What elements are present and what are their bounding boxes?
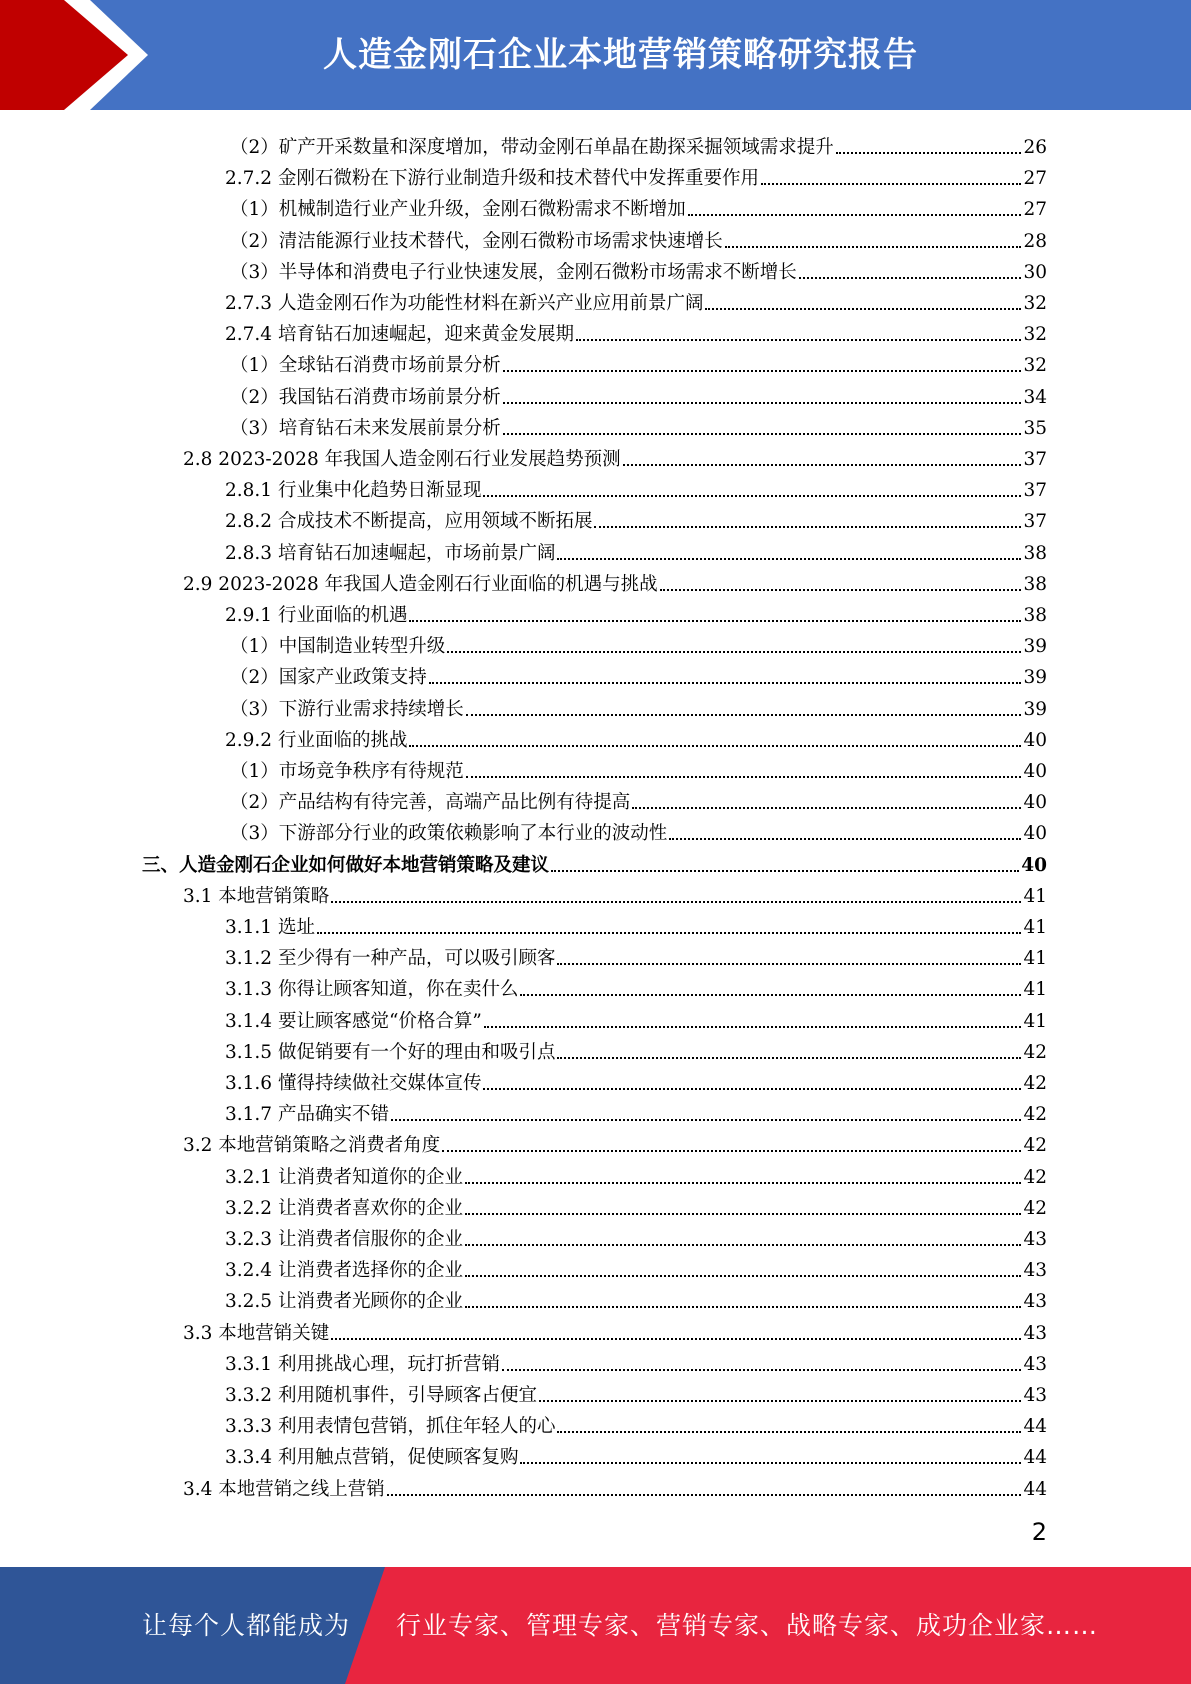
toc-entry[interactable] [230, 783, 1047, 814]
toc-entry-page: 32 [1023, 324, 1047, 346]
toc-dot-leader [632, 807, 1021, 809]
toc-entry[interactable] [230, 658, 1047, 689]
toc-entry[interactable] [225, 284, 1047, 315]
toc-entry[interactable] [225, 1033, 1047, 1064]
toc-entry-label: 3.1.1 选址 [225, 917, 315, 938]
toc-entry-label: 3.3.3 利用表情包营销，抓住年轻人的心 [225, 1416, 556, 1438]
toc-entry-page: 28 [1023, 230, 1047, 252]
toc-entry[interactable] [225, 1158, 1047, 1189]
toc-entry-label: （2）产品结构有待完善，高端产品比例有待提高 [230, 792, 631, 814]
page-footer [0, 1567, 1191, 1684]
toc-dot-leader [725, 246, 1022, 248]
toc-entry-label: 3.3.2 利用随机事件，引导顾客占便宜 [225, 1385, 537, 1406]
toc-dot-leader [705, 308, 1021, 310]
toc-dot-leader [551, 870, 1019, 872]
toc-entry-page: 38 [1023, 605, 1047, 626]
toc-dot-leader [576, 339, 1021, 341]
toc-entry-page: 44 [1023, 1447, 1047, 1469]
toc-entry-label: （2）国家产业政策支持 [230, 667, 427, 689]
toc-dot-leader [465, 1213, 1021, 1215]
toc-entry[interactable] [225, 1220, 1047, 1251]
toc-entry-label: （2）矿产开采数量和深度增加，带动金刚石单晶在勘探采掘领域需求提升 [230, 137, 834, 158]
toc-entry-page: 40 [1021, 854, 1047, 876]
toc-entry-page: 37 [1023, 511, 1047, 533]
toc-entry-label: 3.1.5 做促销要有一个好的理由和吸引点 [225, 1041, 556, 1063]
toc-entry-label: 2.8.3 培育钻石加速崛起，市场前景广阔 [225, 542, 556, 564]
toc-entry[interactable] [183, 1314, 1047, 1345]
toc-dot-leader [557, 1057, 1021, 1059]
toc-entry[interactable] [225, 159, 1047, 190]
toc-entry-page: 35 [1023, 417, 1047, 439]
page-header [0, 0, 1191, 110]
toc-dot-leader [799, 277, 1022, 279]
toc-entry[interactable] [230, 814, 1047, 845]
toc-dot-leader [836, 152, 1022, 154]
toc-entry-label: 3.3.1 利用挑战心理，玩打折营销 [225, 1353, 500, 1375]
toc-entry[interactable] [230, 190, 1047, 221]
toc-dot-leader [520, 994, 1021, 996]
toc-dot-leader [483, 1088, 1021, 1090]
toc-entry-page: 40 [1023, 823, 1047, 845]
toc-dot-leader [761, 183, 1021, 185]
toc-entry-label: 3.3 本地营销关键 [183, 1322, 330, 1344]
toc-entry[interactable] [225, 315, 1047, 346]
toc-entry[interactable] [230, 752, 1047, 783]
toc-dot-leader [466, 714, 1022, 716]
toc-dot-leader [503, 370, 1022, 372]
toc-entry-page: 42 [1023, 1135, 1047, 1157]
toc-entry-page: 41 [1023, 1010, 1047, 1032]
toc-entry[interactable] [183, 1470, 1047, 1501]
toc-entry[interactable] [225, 471, 1047, 502]
toc-entry[interactable] [230, 128, 1047, 159]
toc-dot-leader [387, 1494, 1022, 1496]
toc-entry-page: 42 [1023, 1166, 1047, 1188]
toc-entry[interactable] [225, 1376, 1047, 1407]
toc-entry-label: 3.4 本地营销之线上营销 [183, 1478, 385, 1500]
toc-entry-page: 42 [1023, 1197, 1047, 1219]
toc-entry[interactable] [230, 253, 1047, 284]
toc-entry-label: 3.2.5 让消费者光顾你的企业 [225, 1291, 463, 1313]
toc-entry-page: 43 [1023, 1385, 1047, 1406]
toc-entry-page: 39 [1023, 667, 1047, 689]
toc-entry[interactable] [225, 939, 1047, 970]
toc-entry[interactable] [225, 596, 1047, 627]
toc-entry[interactable] [183, 440, 1047, 471]
toc-entry[interactable] [225, 1189, 1047, 1220]
toc-dot-leader [557, 558, 1021, 560]
toc-entry-label: 3.2.2 让消费者喜欢你的企业 [225, 1197, 463, 1219]
toc-dot-leader [484, 1026, 1022, 1028]
toc-dot-leader [465, 1306, 1021, 1308]
toc-entry-page: 40 [1023, 792, 1047, 814]
toc-entry-label: 3.1.4 要让顾客感觉“价格合算” [225, 1010, 482, 1032]
toc-entry-page: 42 [1023, 1104, 1047, 1126]
toc-entry[interactable] [225, 1345, 1047, 1376]
toc-dot-leader [660, 589, 1022, 591]
toc-dot-leader [317, 932, 1022, 934]
toc-entry-page: 43 [1023, 1229, 1047, 1250]
toc-entry-label: 2.8.2 合成技术不断提高，应用领域不断拓展 [225, 511, 593, 533]
toc-entry-label: （1）机械制造行业产业升级，金刚石微粉需求不断增加 [230, 199, 686, 221]
toc-entry-page: 41 [1023, 979, 1047, 1001]
toc-entry-label: 3.2 本地营销策略之消费者角度 [183, 1135, 441, 1157]
toc-dot-leader [442, 1150, 1021, 1152]
toc-entry-page: 43 [1023, 1322, 1047, 1344]
toc-entry-page: 32 [1023, 293, 1047, 314]
toc-dot-leader [503, 433, 1022, 435]
toc-dot-leader [466, 776, 1022, 778]
toc-entry-page: 30 [1023, 261, 1047, 283]
toc-entry-page: 41 [1023, 948, 1047, 970]
toc-dot-leader [594, 526, 1021, 528]
toc-dot-leader [429, 682, 1022, 684]
toc-entry-label: （3）下游行业需求持续增长 [230, 698, 464, 720]
toc-entry-page: 38 [1023, 542, 1047, 564]
toc-entry-label: 2.9 2023-2028 年我国人造金刚石行业面临的机遇与挑战 [183, 573, 658, 595]
toc-entry-label: （2）我国钻石消费市场前景分析 [230, 386, 501, 408]
toc-dot-leader [688, 214, 1022, 216]
toc-entry-label: 2.8.1 行业集中化趋势日渐显现 [225, 480, 482, 502]
toc-dot-leader [465, 1182, 1021, 1184]
toc-entry[interactable] [225, 1407, 1047, 1438]
toc-dot-leader [520, 1462, 1021, 1464]
footer-slogan-right: 行业专家、管理专家、营销专家、战略专家、成功企业家…… [396, 1611, 1099, 1640]
toc-entry-label: 2.9.2 行业面临的挑战 [225, 729, 408, 751]
toc-entry-page: 27 [1023, 199, 1047, 221]
toc-entry-page: 41 [1023, 917, 1047, 938]
toc-dot-leader [539, 1400, 1021, 1402]
toc-entry[interactable] [225, 1095, 1047, 1126]
toc-entry-page: 39 [1023, 698, 1047, 720]
toc-entry-label: （1）中国制造业转型升级 [230, 636, 446, 658]
toc-entry-page: 44 [1023, 1416, 1047, 1438]
toc-dot-leader [669, 838, 1021, 840]
toc-dot-leader [331, 1338, 1021, 1340]
toc-dot-leader [465, 1244, 1021, 1246]
toc-entry-label: 2.8 2023-2028 年我国人造金刚石行业发展趋势预测 [183, 449, 621, 470]
toc-dot-leader [391, 1119, 1021, 1121]
toc-dot-leader [557, 1431, 1021, 1433]
toc-entry-label: 3.1 本地营销策略 [183, 885, 330, 907]
toc-entry-label: （3）培育钻石未来发展前景分析 [230, 417, 501, 439]
toc-entry[interactable] [230, 409, 1047, 440]
toc-entry[interactable] [225, 1438, 1047, 1469]
toc-entry-label: 2.7.3 人造金刚石作为功能性材料在新兴产业应用前景广阔 [225, 293, 704, 314]
toc-entry[interactable] [230, 378, 1047, 409]
toc-entry-page: 40 [1023, 729, 1047, 751]
toc-entry-label: 3.1.3 你得让顾客知道，你在卖什么 [225, 979, 519, 1001]
toc-entry-label: 2.7.2 金刚石微粉在下游行业制造升级和技术替代中发挥重要作用 [225, 168, 759, 190]
toc-dot-leader [465, 1275, 1021, 1277]
toc-entry[interactable] [225, 1251, 1047, 1282]
toc-entry-label: 3.3.4 利用触点营销，促使顾客复购 [225, 1447, 519, 1469]
toc-entry-label: 3.2.3 让消费者信服你的企业 [225, 1229, 463, 1250]
toc-entry-page: 34 [1023, 386, 1047, 408]
toc-entry-page: 40 [1023, 761, 1047, 782]
report-title: 人造金刚石企业本地营销策略研究报告 [323, 35, 918, 75]
toc-entry-page: 43 [1023, 1291, 1047, 1313]
toc-entry-label: （1）全球钻石消费市场前景分析 [230, 355, 501, 377]
toc-entry-label: 三、人造金刚石企业如何做好本地营销策略及建议 [142, 854, 550, 876]
toc-entry-page: 37 [1023, 480, 1047, 502]
toc-dot-leader [502, 1369, 1021, 1371]
toc-entry-label: 3.1.7 产品确实不错 [225, 1104, 389, 1126]
toc-entry-label: （1）市场竞争秩序有待规范 [230, 761, 464, 782]
footer-slogan-left: 让每个人都能成为 [142, 1611, 351, 1640]
toc-entry-label: 3.2.4 让消费者选择你的企业 [225, 1260, 463, 1282]
toc-entry-page: 42 [1023, 1041, 1047, 1063]
toc-entry-page: 39 [1023, 636, 1047, 658]
toc-entry-page: 43 [1023, 1260, 1047, 1282]
toc-entry-label: 3.2.1 让消费者知道你的企业 [225, 1166, 463, 1188]
toc-entry-label: （3）下游部分行业的政策依赖影响了本行业的波动性 [230, 823, 668, 845]
toc-entry-page: 38 [1023, 573, 1047, 595]
toc-entry[interactable] [225, 908, 1047, 939]
toc-entry[interactable] [225, 721, 1047, 752]
toc-entry[interactable] [225, 502, 1047, 533]
toc-entry[interactable] [225, 1282, 1047, 1313]
toc-entry[interactable] [230, 222, 1047, 253]
toc-entry-page: 41 [1023, 885, 1047, 907]
toc-entry[interactable] [225, 534, 1047, 565]
toc-dot-leader [447, 651, 1021, 653]
toc-dot-leader [483, 495, 1021, 497]
toc-dot-leader [409, 620, 1021, 622]
toc-entry-page: 44 [1023, 1478, 1047, 1500]
toc-entry[interactable] [225, 1002, 1047, 1033]
toc-entry[interactable] [225, 1064, 1047, 1095]
toc-entry-page: 43 [1023, 1353, 1047, 1375]
toc-entry[interactable] [183, 1126, 1047, 1157]
toc-entry-page: 32 [1023, 355, 1047, 377]
toc-dot-leader [503, 402, 1022, 404]
toc-entry-label: （3）半导体和消费电子行业快速发展，金刚石微粉市场需求不断增长 [230, 261, 797, 283]
toc-dot-leader [623, 464, 1022, 466]
toc-dot-leader [331, 901, 1021, 903]
toc-entry[interactable] [230, 690, 1047, 721]
toc-entry[interactable] [142, 846, 1047, 877]
page-number: 2 [1031, 1518, 1047, 1546]
toc-entry-page: 26 [1023, 137, 1047, 158]
toc-dot-leader [557, 963, 1021, 965]
toc-entry-label: （2）清洁能源行业技术替代，金刚石微粉市场需求快速增长 [230, 230, 723, 252]
toc-entry-label: 2.7.4 培育钻石加速崛起，迎来黄金发展期 [225, 324, 574, 346]
toc-entry-page: 27 [1023, 168, 1047, 190]
toc-dot-leader [409, 745, 1021, 747]
toc-entry[interactable] [183, 565, 1047, 596]
toc-entry-label: 2.9.1 行业面临的机遇 [225, 605, 408, 626]
toc-entry-page: 42 [1023, 1073, 1047, 1094]
toc-entry[interactable] [230, 346, 1047, 377]
toc-entry[interactable] [183, 877, 1047, 908]
toc-entry-label: 3.1.6 懂得持续做社交媒体宣传 [225, 1073, 482, 1094]
toc-entry-label: 3.1.2 至少得有一种产品，可以吸引顾客 [225, 948, 556, 970]
toc-entry[interactable] [225, 970, 1047, 1001]
toc-entry[interactable] [230, 627, 1047, 658]
toc-entry-page: 37 [1023, 449, 1047, 470]
